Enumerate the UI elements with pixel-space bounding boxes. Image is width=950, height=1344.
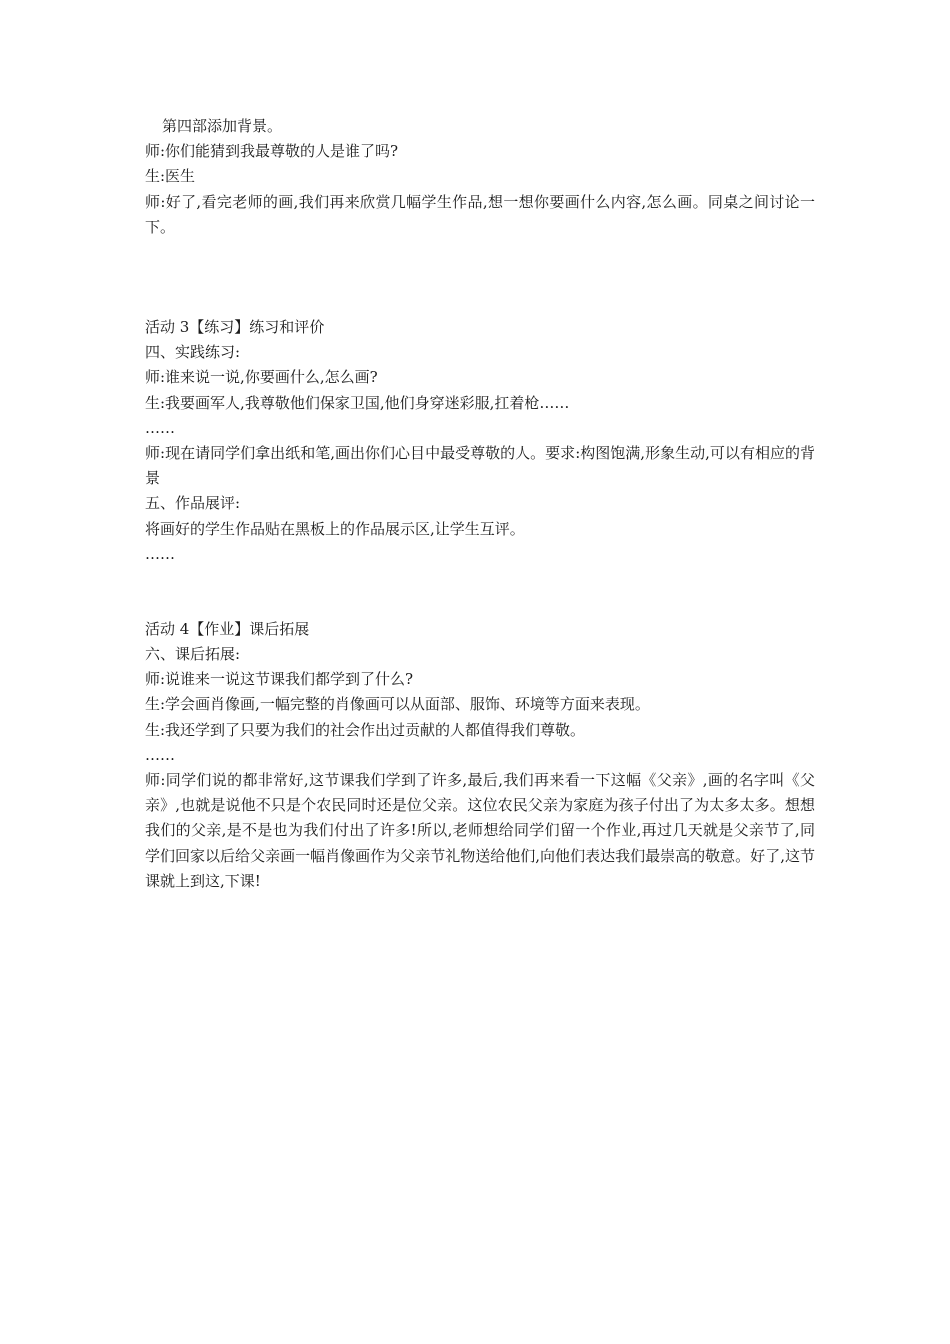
student-answer-text: 生:医生 [145, 167, 196, 186]
activity-3-heading: 活动 3【练习】练习和评价 [145, 317, 325, 336]
spacer [145, 567, 815, 617]
section-5-title: 五、作品展评: [145, 494, 241, 513]
ellipsis-text: …… [145, 544, 175, 563]
student-answer-text: 生:我还学到了只要为我们的社会作出过贡献的人都值得我们尊敬。 [145, 720, 586, 739]
teacher-instruction-paragraph: 师:好了,看完老师的画,我们再来欣赏几幅学生作品,想一想你要画什么内容,怎么画。同桌之间讨论一下。 [145, 192, 815, 236]
section-4-title: 四、实践练习: [145, 343, 241, 362]
activity-4-heading: 活动 4【作业】课后拓展 [145, 619, 310, 638]
teacher-question-text: 师:你们能猜到我最尊敬的人是谁了吗? [145, 142, 399, 161]
spacer [145, 240, 815, 315]
teacher-closing-paragraph: 师:同学们说的都非常好,这节课我们学到了许多,最后,我们再来看一下这幅《父亲》,画的名字叫《父亲》,也就是说他不只是个农民同时还是位父亲。这位农民父亲为家庭为孩子付出了为太多太多。想想我们的父亲,是不是也为我们付出了许多!所以,老师想给同学们留一个作业,再过几天就是父亲节了,同学们回家以后给父亲画一幅肖像画作为父亲节礼物送给他们,向他们表达我们最崇高的敬意。好了,这节课就上到这,下课! [145, 771, 815, 890]
block-intro [145, 114, 815, 240]
ellipsis-text: …… [145, 418, 175, 437]
student-answer-text: 生:我要画军人,我尊敬他们保家卫国,他们身穿迷彩服,扛着枪…… [145, 393, 570, 412]
teacher-instruction-paragraph: 师:现在请同学们拿出纸和笔,画出你们心目中最受尊敬的人。要求:构图饱满,形象生动,可以有相应的背景 [145, 443, 815, 488]
student-answer-text: 生:学会画肖像画,一幅完整的肖像画可以从面部、服饰、环境等方面来表现。 [145, 695, 650, 714]
teacher-question-text: 师:谁来说一说,你要画什么,怎么画? [145, 368, 378, 387]
step-four-text: 第四部添加背景。 [162, 117, 283, 135]
ellipsis-text: …… [145, 745, 175, 764]
teacher-question-text: 师:说谁来一说这节课我们都学到了什么? [145, 670, 414, 689]
activity-3-section [145, 315, 815, 567]
exhibition-text: 将画好的学生作品贴在黑板上的作品展示区,让学生互评。 [145, 519, 525, 538]
section-6-title: 六、课后拓展: [145, 645, 241, 664]
document-page [145, 114, 815, 894]
activity-4-section [145, 617, 815, 894]
